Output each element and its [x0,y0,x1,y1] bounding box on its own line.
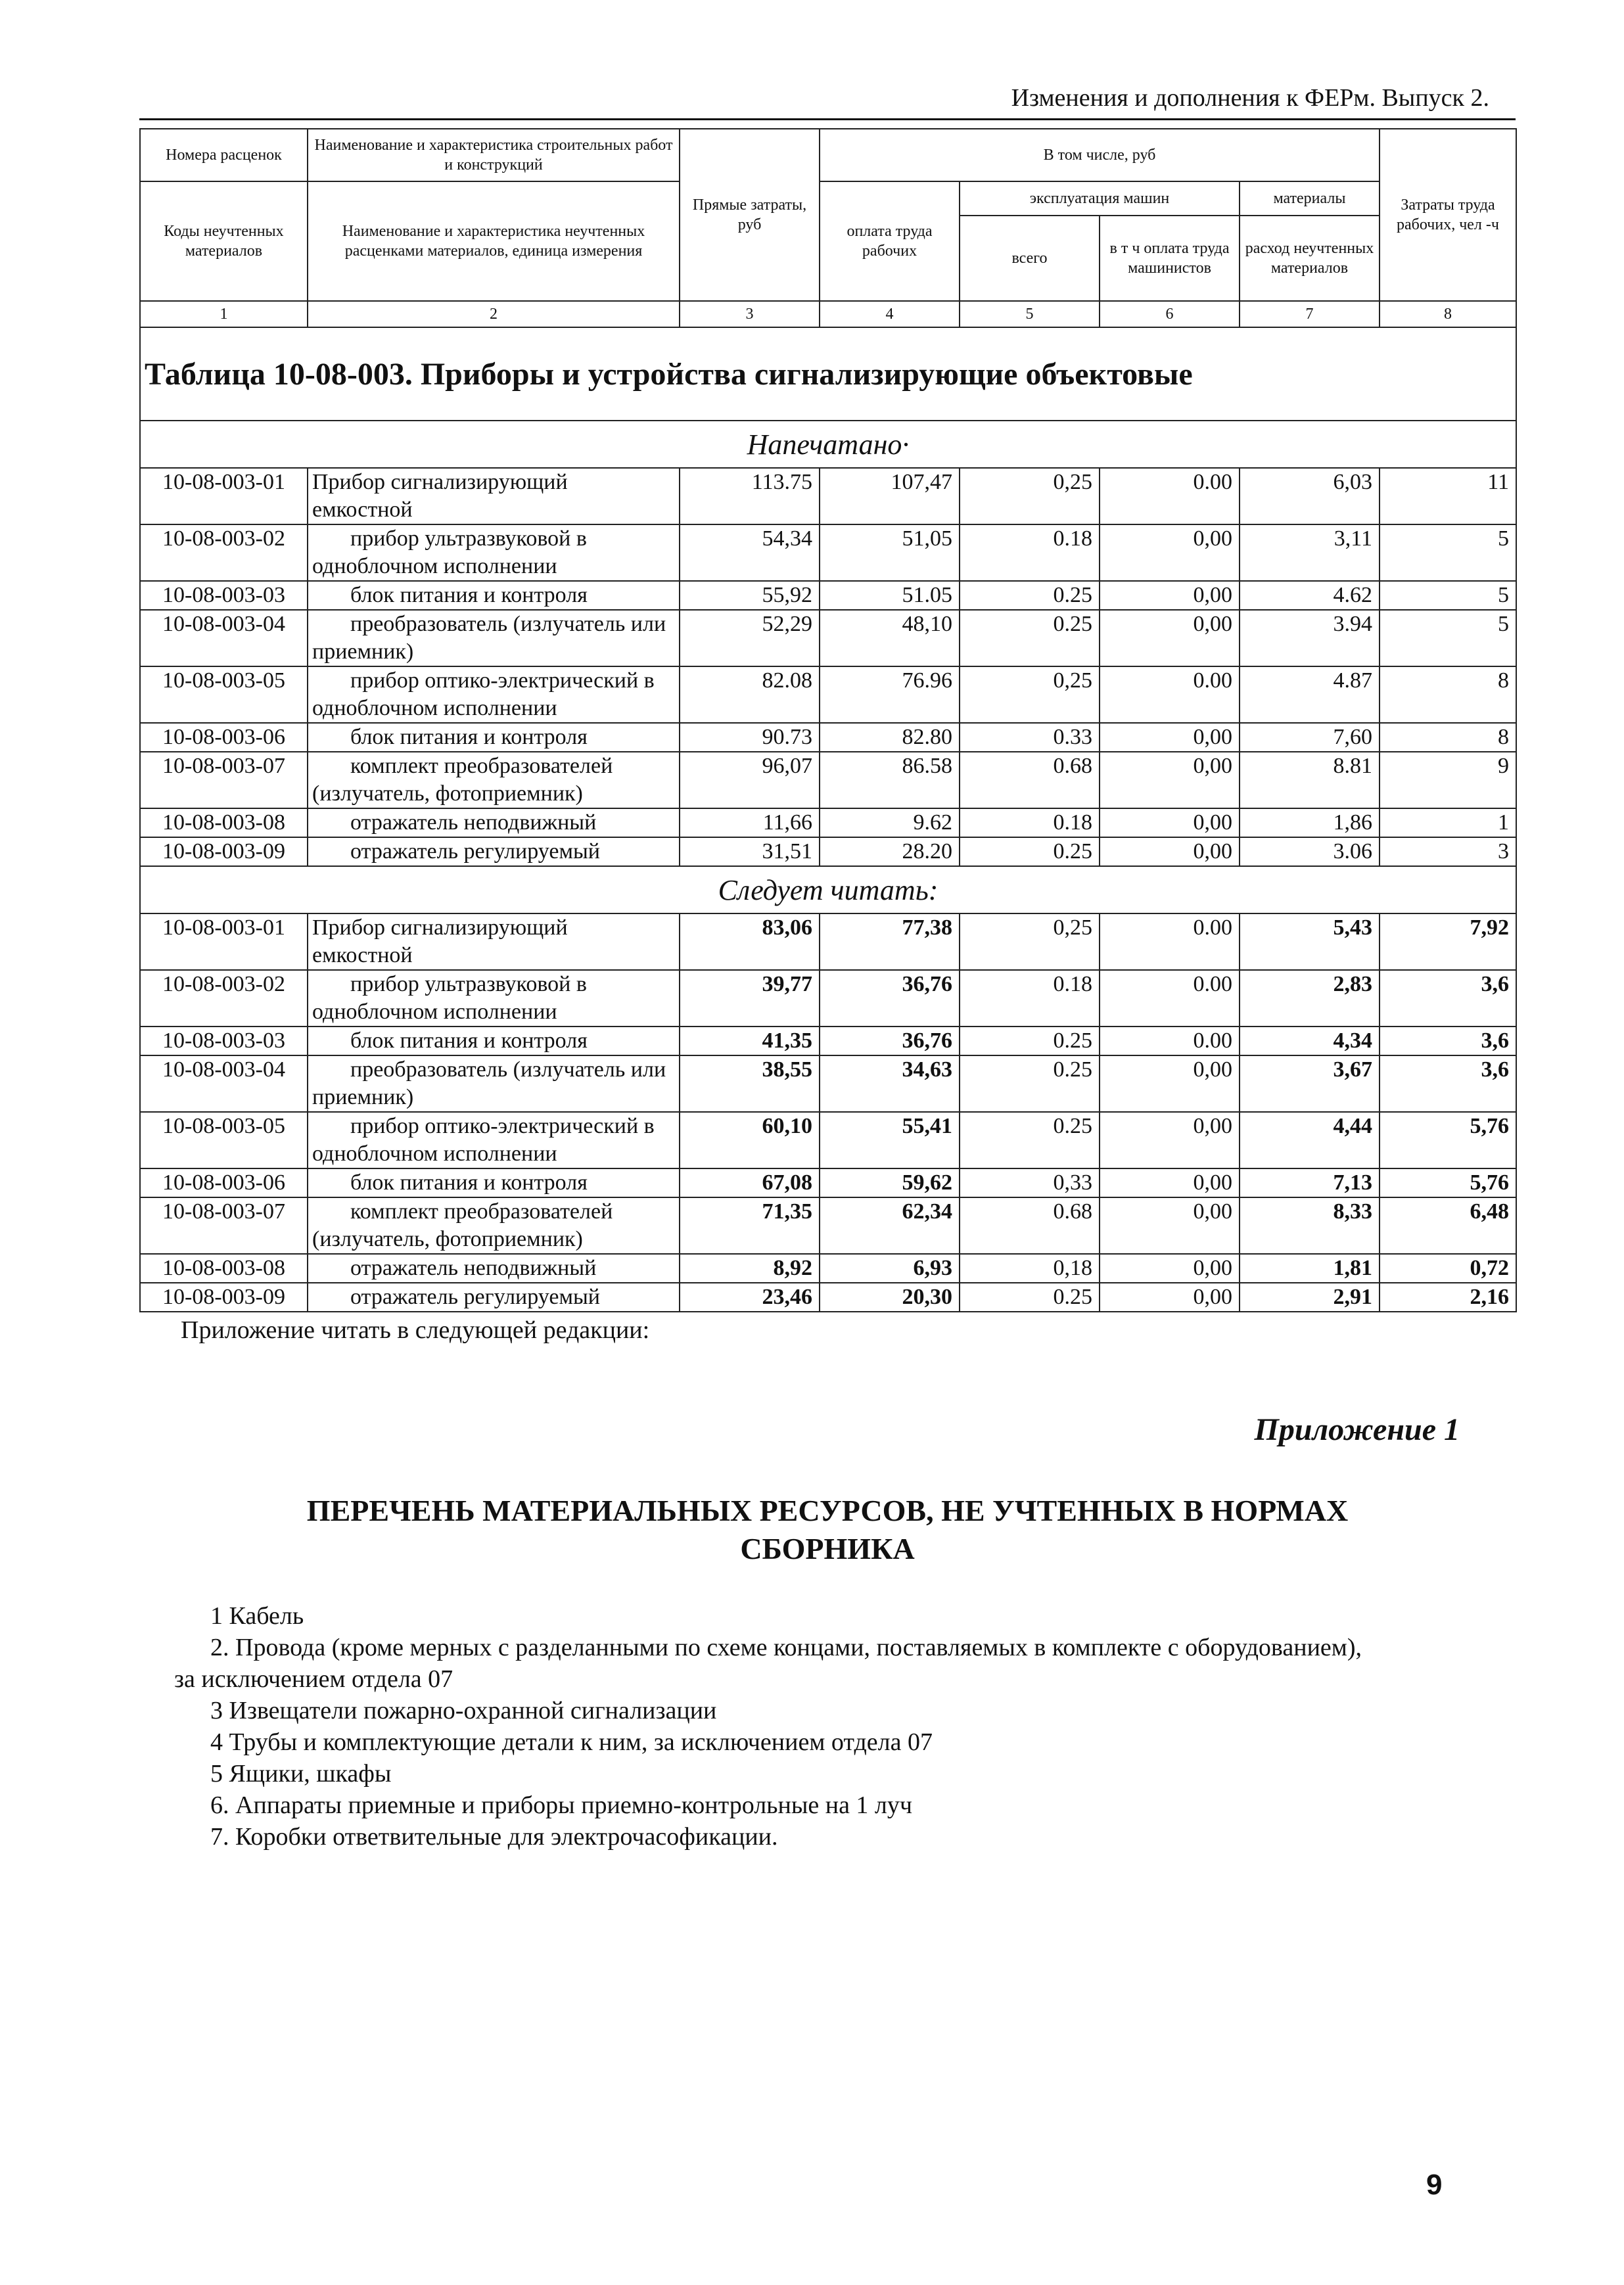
materials-consumption: 3,67 [1240,1055,1380,1112]
rate-code: 10-08-003-04 [140,610,308,666]
rate-name [308,970,680,1027]
labor-hours: 3,6 [1380,1055,1516,1112]
labor-hours: 8 [1380,666,1516,723]
machinist-pay: 0,00 [1100,837,1240,866]
direct-costs: 83,06 [680,913,820,970]
table-row [140,723,1516,752]
machinist-pay: 0.00 [1100,1027,1240,1055]
header-col4: оплата труда рабочих [820,181,960,301]
rate-name-text: комплект преобразователей (излучатель, фотоприемник) [312,754,613,806]
table-row [140,610,1516,666]
rate-name-text: блок питания и контроля [350,583,588,607]
list-item [174,1821,1521,1853]
header-col6: в т ч оплата труда машинистов [1100,216,1240,301]
labor-hours: 5 [1380,524,1516,581]
rate-name-text: отражатель регулируемый [350,1285,600,1309]
direct-costs: 113.75 [680,468,820,524]
machinist-pay: 0,00 [1100,581,1240,610]
header-col2-top: Наименование и характеристика строительных работ и конструкций [308,129,680,181]
rate-name-text: Прибор сигнализирующий емкостной [312,915,568,967]
rate-code: 10-08-003-07 [140,752,308,808]
machines-total: 0.25 [960,1055,1100,1112]
rate-name-text: отражатель регулируемый [350,839,600,864]
table-row [140,752,1516,808]
header-col2-bottom: Наименование и характеристика неучтенных расценками материалов, единица измерения [308,181,680,301]
direct-costs: 90.73 [680,723,820,752]
machines-total: 0.25 [960,1112,1100,1168]
machines-total: 0,18 [960,1254,1100,1283]
rate-code: 10-08-003-01 [140,913,308,970]
rate-name [308,581,680,610]
list-item [174,1632,1521,1695]
materials-consumption: 6,03 [1240,468,1380,524]
list-item [174,1695,1521,1726]
rate-name [308,1055,680,1112]
rate-name-text: прибор ультразвуковой в одноблочном исполнении [312,526,587,578]
list-item [174,1726,1521,1758]
machinist-pay: 0,00 [1100,610,1240,666]
rate-name [308,1112,680,1168]
rate-name-text: преобразователь (излучатель или приемник) [312,1057,666,1109]
list-item-text: 6. Аппараты приемные и приборы приемно-контрольные на 1 луч [210,1791,913,1819]
labor-hours: 1 [1380,808,1516,837]
header-group-materials: материалы [1240,181,1380,216]
rate-code: 10-08-003-04 [140,1055,308,1112]
rate-code: 10-08-003-05 [140,1112,308,1168]
labor-pay: 107,47 [820,468,960,524]
machines-total: 0.33 [960,723,1100,752]
rate-code: 10-08-003-07 [140,1197,308,1254]
list-item-text: 5 Ящики, шкафы [210,1760,392,1788]
rate-code: 10-08-003-08 [140,808,308,837]
direct-costs: 41,35 [680,1027,820,1055]
labor-hours: 8 [1380,723,1516,752]
page-number: 9 [1426,2169,1443,2201]
appendix-label: Приложение 1 [1254,1412,1460,1447]
materials-consumption: 7,13 [1240,1168,1380,1197]
direct-costs: 11,66 [680,808,820,837]
machines-total: 0.68 [960,1197,1100,1254]
column-number: 5 [960,301,1100,327]
rate-name-text: блок питания и контроля [350,1028,588,1053]
machines-total: 0,25 [960,666,1100,723]
materials-consumption: 1,86 [1240,808,1380,837]
machinist-pay: 0,00 [1100,1055,1240,1112]
direct-costs: 38,55 [680,1055,820,1112]
list-item-text: 4 Трубы и комплектующие детали к ним, за исключением отдела 07 [210,1728,933,1756]
labor-pay: 62,34 [820,1197,960,1254]
machinist-pay: 0,00 [1100,1197,1240,1254]
rate-name [308,468,680,524]
list-item-text: 1 Кабель [210,1602,304,1630]
labor-pay: 82.80 [820,723,960,752]
table-row [140,837,1516,866]
machines-total: 0.18 [960,970,1100,1027]
labor-pay: 34,63 [820,1055,960,1112]
machines-total: 0.68 [960,752,1100,808]
labor-pay: 76.96 [820,666,960,723]
materials-consumption: 1,81 [1240,1254,1380,1283]
header-col1-top: Номера расценок [140,129,308,181]
labor-pay: 51,05 [820,524,960,581]
labor-hours: 3,6 [1380,1027,1516,1055]
table-row [140,913,1516,970]
table-title: Таблица 10-08-003. Приборы и устройства сигнализирующие объектовые [140,327,1516,421]
machines-total: 0,33 [960,1168,1100,1197]
machinist-pay: 0,00 [1100,1112,1240,1168]
labor-hours: 3,6 [1380,970,1516,1027]
table-row [140,468,1516,524]
labor-pay: 36,76 [820,1027,960,1055]
machinist-pay: 0,00 [1100,1168,1240,1197]
labor-pay: 77,38 [820,913,960,970]
materials-consumption: 2,91 [1240,1283,1380,1312]
table-row [140,1027,1516,1055]
labor-pay: 86.58 [820,752,960,808]
rate-name [308,1254,680,1283]
header-col7: расход неучтенных материалов [1240,216,1380,301]
direct-costs: 82.08 [680,666,820,723]
direct-costs: 55,92 [680,581,820,610]
rate-name-text: Прибор сигнализирующий емкостной [312,470,568,522]
materials-consumption: 3,11 [1240,524,1380,581]
direct-costs: 67,08 [680,1168,820,1197]
machines-total: 0.18 [960,524,1100,581]
machines-total: 0,25 [960,913,1100,970]
column-number: 2 [308,301,680,327]
machinist-pay: 0,00 [1100,723,1240,752]
direct-costs: 52,29 [680,610,820,666]
labor-hours: 6,48 [1380,1197,1516,1254]
machinist-pay: 0.00 [1100,468,1240,524]
labor-hours: 5,76 [1380,1168,1516,1197]
rate-code: 10-08-003-08 [140,1254,308,1283]
labor-hours: 5 [1380,581,1516,610]
appendix-title-line2: СБОРНИКА [740,1532,915,1565]
note-line: Приложение читать в следующей редакции: [181,1316,650,1344]
header-col1-bottom: Коды неучтенных материалов [140,181,308,301]
running-header: Изменения и дополнения к ФЕРм. Выпуск 2. [139,78,1516,120]
rate-name [308,752,680,808]
list-item-text: 2. Провода (кроме мерных с разделанными по схеме концами, поставляемых в комплекте с оборудованием), [210,1634,1362,1661]
rate-code: 10-08-003-06 [140,723,308,752]
rate-code: 10-08-003-05 [140,666,308,723]
labor-pay: 51.05 [820,581,960,610]
materials-consumption: 5,43 [1240,913,1380,970]
labor-hours: 2,16 [1380,1283,1516,1312]
materials-consumption: 8.81 [1240,752,1380,808]
rate-name [308,1283,680,1312]
labor-pay: 6,93 [820,1254,960,1283]
labor-hours: 5,76 [1380,1112,1516,1168]
machinist-pay: 0,00 [1100,1283,1240,1312]
rate-name-text: отражатель неподвижный [350,1256,597,1280]
rate-name [308,723,680,752]
rate-code: 10-08-003-02 [140,970,308,1027]
labor-hours: 9 [1380,752,1516,808]
labor-pay: 55,41 [820,1112,960,1168]
header-col3: Прямые затраты, руб [680,129,820,301]
rate-name-text: прибор ультразвуковой в одноблочном исполнении [312,972,587,1024]
table-row [140,524,1516,581]
appendix-title [139,1492,1516,1568]
rate-code: 10-08-003-09 [140,1283,308,1312]
section-printed: Напечатано· [140,421,1516,468]
rate-code: 10-08-003-03 [140,581,308,610]
rate-name [308,1197,680,1254]
table-row [140,970,1516,1027]
direct-costs: 96,07 [680,752,820,808]
machinist-pay: 0.00 [1100,666,1240,723]
machinist-pay: 0.00 [1100,970,1240,1027]
machinist-pay: 0.00 [1100,913,1240,970]
rate-name [308,610,680,666]
rate-name [308,808,680,837]
rate-code: 10-08-003-03 [140,1027,308,1055]
direct-costs: 31,51 [680,837,820,866]
rate-name-text: прибор оптико-электрический в одноблочном исполнении [312,668,655,720]
rate-name [308,666,680,723]
rate-code: 10-08-003-09 [140,837,308,866]
list-item [174,1789,1521,1821]
direct-costs: 54,34 [680,524,820,581]
header-col5: всего [960,216,1100,301]
resource-list [174,1600,1521,1853]
list-item-text: 7. Коробки ответвительные для электрочасофикации. [210,1823,778,1851]
labor-pay: 9.62 [820,808,960,837]
table-row [140,1112,1516,1168]
labor-hours: 5 [1380,610,1516,666]
materials-consumption: 3.06 [1240,837,1380,866]
labor-pay: 48,10 [820,610,960,666]
machines-total: 0.25 [960,1027,1100,1055]
machines-total: 0.25 [960,837,1100,866]
column-number: 6 [1100,301,1240,327]
rate-name-text: комплект преобразователей (излучатель, фотоприемник) [312,1199,613,1251]
rate-name-text: прибор оптико-электрический в одноблочном исполнении [312,1114,655,1166]
table-row [140,1254,1516,1283]
direct-costs: 60,10 [680,1112,820,1168]
machines-total: 0.25 [960,610,1100,666]
list-item [174,1758,1521,1789]
machinist-pay: 0,00 [1100,524,1240,581]
header-group-machines: эксплуатация машин [960,181,1240,216]
materials-consumption: 2,83 [1240,970,1380,1027]
table-row [140,1168,1516,1197]
materials-consumption: 4,34 [1240,1027,1380,1055]
list-item-continuation: за исключением отдела 07 [174,1665,453,1693]
direct-costs: 8,92 [680,1254,820,1283]
machines-total: 0.18 [960,808,1100,837]
rate-code: 10-08-003-01 [140,468,308,524]
rate-name-text: преобразователь (излучатель или приемник) [312,612,666,664]
section-correct: Следует читать: [140,866,1516,913]
column-number: 4 [820,301,960,327]
direct-costs: 71,35 [680,1197,820,1254]
rate-name [308,913,680,970]
header-col8: Затраты труда рабочих, чел -ч [1380,129,1516,301]
materials-consumption: 3.94 [1240,610,1380,666]
rate-name-text: блок питания и контроля [350,1170,588,1195]
table-row [140,1055,1516,1112]
labor-pay: 20,30 [820,1283,960,1312]
materials-consumption: 7,60 [1240,723,1380,752]
rate-name [308,524,680,581]
machinist-pay: 0,00 [1100,808,1240,837]
labor-pay: 59,62 [820,1168,960,1197]
labor-hours: 11 [1380,468,1516,524]
labor-hours: 7,92 [1380,913,1516,970]
rate-name [308,1168,680,1197]
table-row [140,808,1516,837]
rate-name-text: отражатель неподвижный [350,810,597,835]
materials-consumption: 4.62 [1240,581,1380,610]
machines-total: 0.25 [960,581,1100,610]
list-item-text: 3 Извещатели пожарно-охранной сигнализации [210,1697,717,1724]
machines-total: 0.25 [960,1283,1100,1312]
labor-pay: 36,76 [820,970,960,1027]
materials-consumption: 4,44 [1240,1112,1380,1168]
column-number: 7 [1240,301,1380,327]
rate-name [308,837,680,866]
direct-costs: 23,46 [680,1283,820,1312]
machinist-pay: 0,00 [1100,752,1240,808]
table-row [140,666,1516,723]
list-item [174,1600,1521,1632]
labor-hours: 3 [1380,837,1516,866]
appendix-title-line1: ПЕРЕЧЕНЬ МАТЕРИАЛЬНЫХ РЕСУРСОВ, НЕ УЧТЕННЫХ В НОРМАХ [306,1494,1349,1527]
table-row [140,1197,1516,1254]
column-number: 1 [140,301,308,327]
column-number: 3 [680,301,820,327]
column-number: 8 [1380,301,1516,327]
table-row [140,581,1516,610]
materials-consumption: 8,33 [1240,1197,1380,1254]
machinist-pay: 0,00 [1100,1254,1240,1283]
header-group-incl: В том числе, руб [820,129,1380,181]
rate-code: 10-08-003-02 [140,524,308,581]
direct-costs: 39,77 [680,970,820,1027]
table-row [140,1283,1516,1312]
rate-name [308,1027,680,1055]
materials-consumption: 4.87 [1240,666,1380,723]
labor-hours: 0,72 [1380,1254,1516,1283]
rates-table [139,128,1517,1312]
machines-total: 0,25 [960,468,1100,524]
rate-name-text: блок питания и контроля [350,725,588,749]
labor-pay: 28.20 [820,837,960,866]
rate-code: 10-08-003-06 [140,1168,308,1197]
